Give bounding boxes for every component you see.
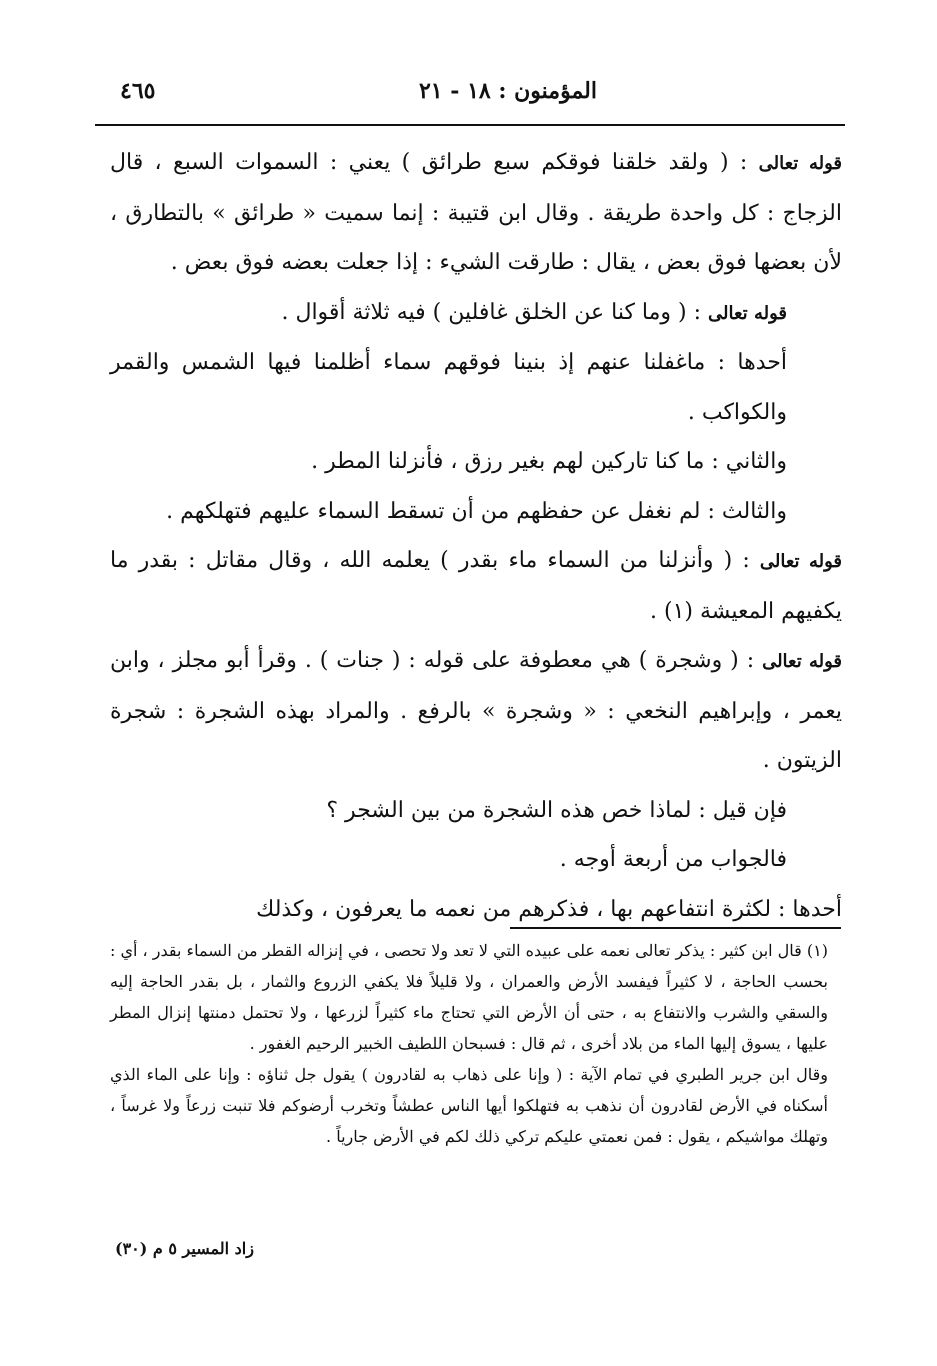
paragraph-label: قوله تعالى — [708, 302, 787, 324]
paragraph-label: قوله تعالى — [762, 651, 842, 672]
page-number: ٤٦٥ — [120, 78, 156, 104]
paragraph-question — [110, 786, 842, 836]
page-header — [120, 78, 847, 116]
paragraph-text: : ( وشجرة ) هي معطوفة على قوله : ( جنات ) . وقرأ أبو مجلز ، وابن يعمر ، وإبراهيم النخعي : « وشجرة » بالرفع . والمراد بهذه الشجرة : شجرة الزيتون . — [110, 648, 842, 773]
paragraph-text: فالجواب من أربعة أوجه . — [559, 847, 787, 872]
paragraph-seven-paths — [110, 138, 842, 288]
main-text — [110, 138, 842, 934]
paragraph-answer — [110, 835, 842, 885]
paragraph-not-heedless — [110, 288, 842, 339]
footnote-ibn-kathir: (١) قال ابن كثير : يذكر تعالى نعمه على عبيده التي لا تعد ولا تحصى ، في إنزاله القطر من السماء بقدر ، أي : بحسب الحاجة ، لا كثيراً فيفسد الأرض والعمران ، ولا قليلاً فلا يكفي الزروع والثمار ، بل بقدر الحاجة إليه والسقي والشرب والانتفاع به ، حتى أن الأرض التي تحتاج ماء كثيراً لزرعها ، ولا تحتمل دمنتها إنزال المطر عليها ، يسوق إليها الماء من بلاد أخرى ، ثم قال : فسبحان اللطيف الخبير الرحيم الغفور . — [110, 941, 829, 1053]
paragraph-text: : ( وأنزلنا من السماء ماء بقدر ) يعلمه الله ، وقال مقاتل : بقدر ما يكفيهم المعيشة (١) . — [110, 548, 842, 624]
running-title: المؤمنون : ١٨ - ٢١ — [418, 78, 597, 104]
paragraph-rain-measure — [110, 536, 842, 636]
paragraph-third-saying — [110, 487, 842, 537]
signature-mark: زاد المسير ٥ م (٣٠) — [115, 1239, 254, 1258]
paragraph-first-saying — [110, 338, 842, 437]
footnotes — [110, 935, 842, 1152]
paragraph-text: : ( وما كنا عن الخلق غافلين ) فيه ثلاثة أقوال . — [281, 299, 702, 325]
paragraph-label: قوله تعالى — [758, 153, 842, 174]
paragraph-text: والثاني : ما كنا تاركين لهم بغير رزق ، فأنزلنا المطر . — [311, 449, 787, 474]
paragraph-olive-tree — [110, 636, 842, 786]
paragraph-text: والثالث : لم نغفل عن حفظهم من أن تسقط السماء عليهم فتهلكهم . — [166, 498, 787, 524]
paragraph-text: أحدها : لكثرة انتفاعهم بها ، فذكرهم من نعمه ما يعرفون ، وكذلك — [256, 896, 842, 922]
paragraph-label: قوله تعالى — [759, 551, 842, 572]
paragraph-second-saying — [110, 437, 842, 487]
footnote-divider — [510, 927, 841, 929]
paragraph-text: أحدها : ماغفلنا عنهم إذ بنينا فوقهم سماء أظلمنا فيها الشمس والقمر والكواكب . — [110, 350, 787, 425]
header-divider — [95, 124, 845, 126]
footnote-ibn-jarir: وقال ابن جرير الطبري في تمام الآية : ( وإنا على ذهاب به لقادرون ) يقول جل ثناؤه : وإنا على الماء الذي أسكناه في الأرض لقادرون أن نذهب به فتهلكوا أيها الناس عطشاً وتخرب أرضوكم فلا تنبت زرعاً ولا غرساً ، وتهلك مواشيكم ، يقول : فمن نعمتي عليكم تركي ذلك لكم في الأرض جارياً . — [110, 1065, 828, 1146]
paragraph-text: : ( ولقد خلقنا فوقكم سبع طرائق ) يعني : السموات السبع ، قال الزجاج : كل واحدة طريقة . وقال ابن قتيبة : إنما سميت « طرائق » بالتطارق ، لأن بعضها فوق بعض ، يقال : طارقت الشيء : إذا جعلت بعضه فوق بعض . — [110, 150, 842, 275]
paragraph-text: فإن قيل : لماذا خص هذه الشجرة من بين الشجر ؟ — [326, 797, 787, 823]
